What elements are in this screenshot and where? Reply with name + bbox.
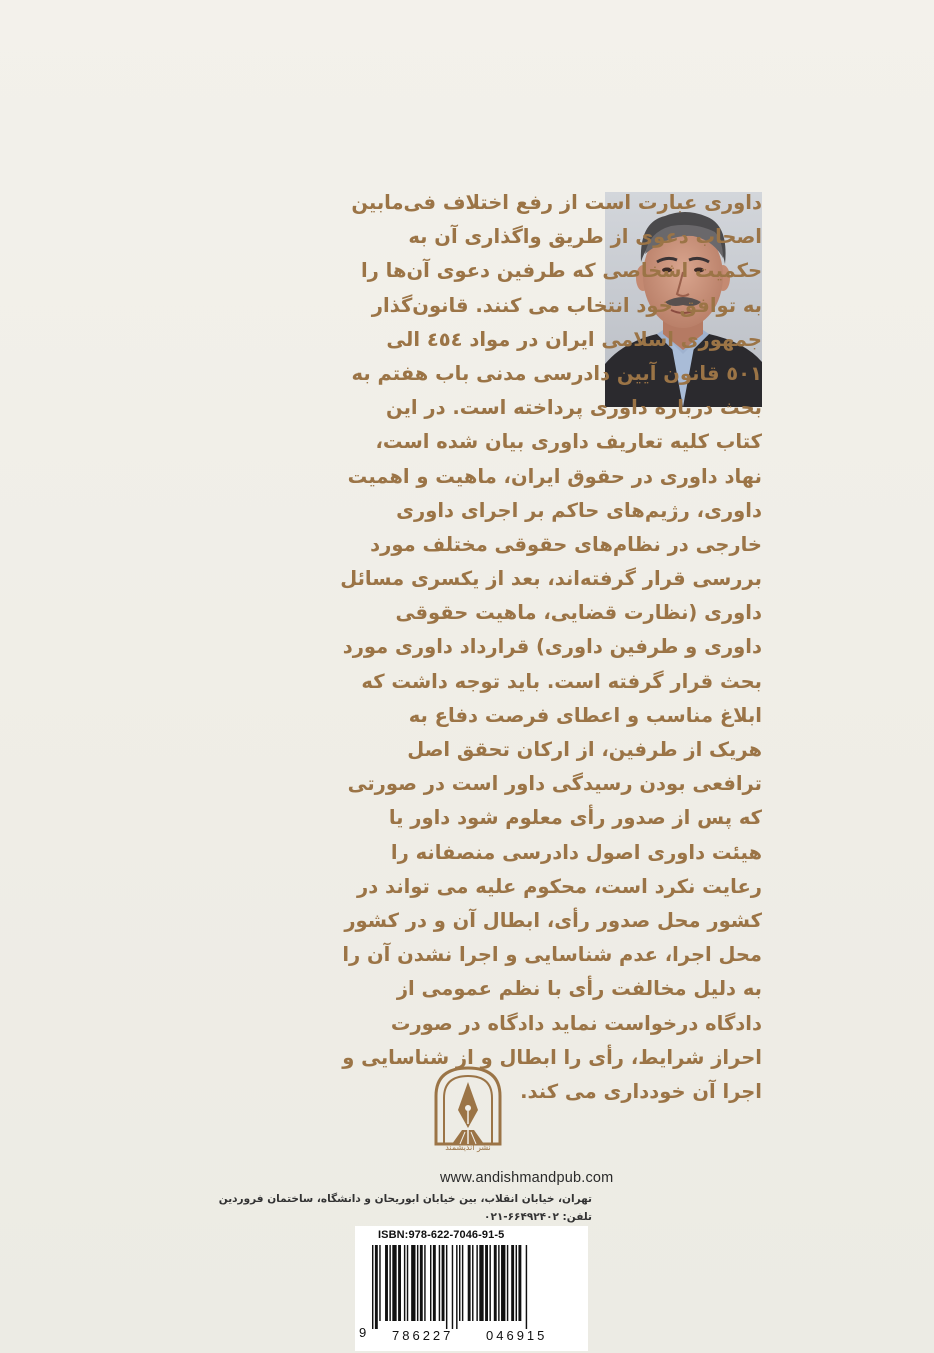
blurb-line: داوری و طرفین داوری) قرارداد داوری مورد [342,635,762,659]
barcode-bar [424,1245,425,1321]
barcode-bar [407,1245,408,1321]
blurb-line: اجرا آن خودداری می کند. [520,1079,762,1103]
blurb-line: داوری (نظارت قضایی، ماهیت حقوقی [395,601,762,625]
blurb-line: بررسی قرار گرفته‌اند، بعد از یکسری مسائل [340,567,762,591]
barcode-bar [501,1245,505,1321]
barcode-bar [404,1245,405,1321]
barcode-bar [518,1245,521,1321]
barcode-bar [516,1245,517,1321]
blurb-line: بحث قرار گرفته است. باید توجه داشت که [361,669,762,693]
barcode-bar [511,1245,514,1321]
blurb-line: بحث درباره داوری پرداخته است. در این [386,396,762,420]
barcode-bar [375,1245,378,1329]
barcode-bar [485,1245,488,1321]
barcode-bar [385,1245,388,1321]
barcode-bar [452,1245,453,1329]
barcode-bar [430,1245,431,1321]
barcode-icon [370,1245,576,1329]
isbn-label: ISBN:978-622-7046-91-5 [378,1229,505,1241]
barcode-bar [468,1245,471,1321]
blurb-line: داوری، رژیم‌های حاکم بر اجرای داوری [396,498,762,522]
barcode-bar [433,1245,436,1321]
barcode-left-digits: 786227 [392,1328,454,1343]
barcode-bar [476,1245,477,1321]
barcode-bar [392,1245,396,1321]
barcode-bar [459,1245,460,1321]
barcode-bar [472,1245,473,1321]
barcode-bar [526,1245,527,1329]
barcode-lead-digit: 9 [359,1325,367,1340]
publisher-website: www.andishmandpub.com [440,1170,614,1186]
barcode-bar [417,1245,418,1321]
blurb-line: محل اجرا، عدم شناسایی و اجرا نشدن آن را [342,943,762,967]
blurb-line: نهاد داوری در حقوق ایران، ماهیت و اهمیت [347,464,762,488]
barcode-bar [489,1245,490,1321]
barcode-bar [446,1245,447,1329]
barcode-bar [439,1245,440,1321]
barcode-bar [372,1245,373,1329]
barcode-bar [420,1245,423,1321]
barcode-right-digits: 046915 [486,1328,548,1343]
blurb-line: حکمیت اشخاصی که طرفین دعوی آن‌ها را [360,259,762,283]
barcode-bar [494,1245,497,1321]
barcode-bar [398,1245,401,1321]
blurb-line: ترافعی بودن رسیدگی داور است در صورتی [347,772,762,796]
blurb-line: هیئت داوری اصول دادرسی منصفانه را [390,840,762,864]
barcode-bar [442,1245,445,1321]
publisher-logo-icon [432,1064,504,1146]
publisher-logo-caption: نشر اندیشمند [445,1143,491,1152]
blurb-line: اصحاب دعوی از طریق واگذاری آن به [408,225,762,249]
publisher-phone: تلفن: ۶۶۴۹۲۴۰۲-۰۲۱ [484,1211,592,1223]
blurb-line: به توافق خود انتخاب می کنند. قانون‌گذار [371,293,762,317]
blurb-text [180,186,762,1109]
barcode-bar [462,1245,463,1321]
barcode-bar [389,1245,390,1321]
blurb-line: ٥٠١ قانون آیین دادرسی مدنی باب هفتم به [351,361,762,385]
blurb-line: کتاب کلیه تعاریف داوری بیان شده است، [375,430,762,454]
blurb-line: جمهوری اسلامی ایران در مواد ٤٥٤ الی [386,327,762,351]
blurb-line: خارجی در نظام‌های حقوقی مختلف مورد [370,532,762,556]
publisher-address: تهران، خیابان انقلاب، بین خیابان ابوریحان و دانشگاه، ساختمان فروردین [218,1193,592,1205]
blurb-line: داوری عبارت است از رفع اختلاف فی‌مابین [351,191,762,214]
barcode-bar [411,1245,415,1321]
blurb-line: به دلیل مخالفت رأی با نظم عمومی از [396,977,762,1001]
blurb-line: هریک از طرفین، از ارکان تحقق اصل [407,738,762,761]
barcode-bar [456,1245,457,1329]
blurb-line: ابلاغ مناسب و اعطای فرصت دفاع به [408,703,762,727]
barcode-bar [507,1245,508,1321]
barcode-bar [479,1245,483,1321]
barcode-bar [498,1245,499,1321]
blurb-line: احراز شرایط، رأی را ابطال و از شناسایی و [342,1045,762,1069]
barcode-bar [379,1245,380,1321]
blurb-line: که پس از صدور رأی معلوم شود داور یا [388,806,762,830]
blurb-line: رعایت نکرد است، محکوم علیه می تواند در [357,874,762,898]
blurb-line: کشور محل صدور رأی، ابطال آن و در کشور [344,908,762,932]
blurb-line: دادگاه درخواست نماید دادگاه در صورت [390,1011,762,1035]
